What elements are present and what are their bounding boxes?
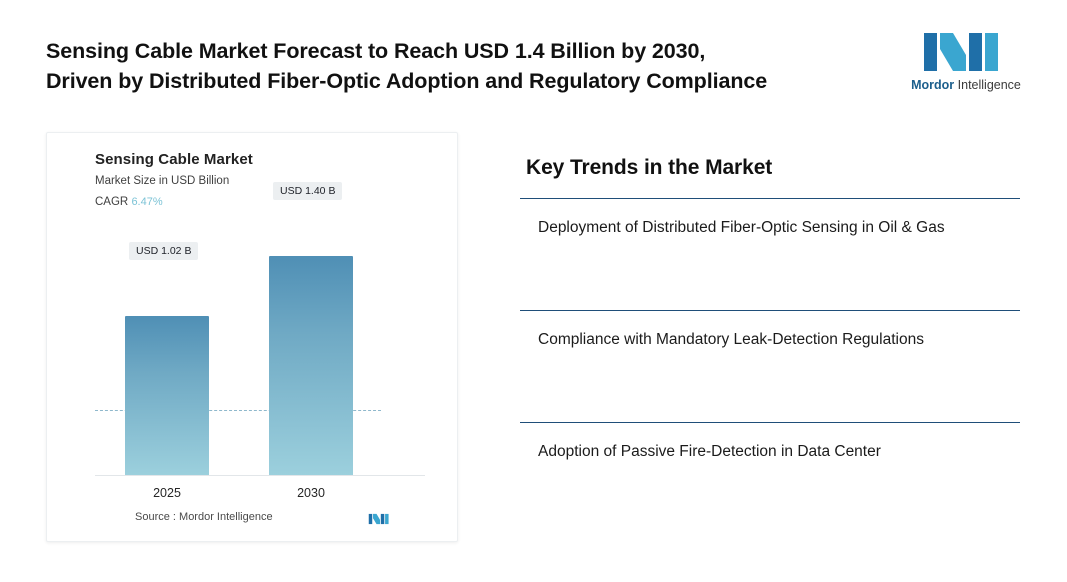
source-name: Mordor Intelligence	[179, 511, 273, 523]
cagr-value: 6.47%	[131, 196, 163, 208]
brand-logo	[907, 28, 1025, 100]
x-axis-line	[95, 475, 425, 476]
trend-item-label: Compliance with Mandatory Leak-Detection Regulations	[538, 331, 924, 348]
page-title	[46, 36, 886, 96]
trend-item	[520, 422, 1020, 482]
chart-subtitle: Market Size in USD Billion	[95, 175, 230, 187]
headline-line-2: Driven by Distributed Fiber-Optic Adoption and Regulatory Compliance	[46, 69, 768, 93]
trend-item	[520, 310, 1020, 422]
cagr-label: CAGR	[95, 196, 129, 208]
bar-2025	[125, 316, 209, 476]
key-trends-panel	[520, 156, 1020, 482]
source-label: Source :	[135, 511, 176, 523]
header	[0, 0, 1067, 118]
chart-title: Sensing Cable Market	[95, 151, 253, 168]
bar-label-2025: USD 1.02 B	[129, 242, 198, 260]
chart-card	[46, 132, 458, 542]
headline-line-1: Sensing Cable Market Forecast to Reach USD 1.4 Billion by 2030,	[46, 39, 706, 63]
x-tick-2030: 2030	[297, 486, 325, 500]
trend-item	[520, 198, 1020, 310]
brand-name-primary: Mordor	[911, 78, 955, 92]
brand-name-secondary: Intelligence	[954, 78, 1021, 92]
chart-source	[135, 511, 273, 523]
brand-name	[907, 78, 1025, 92]
bar-label-2030: USD 1.40 B	[273, 182, 342, 200]
trend-item-label: Adoption of Passive Fire-Detection in Data Center	[538, 443, 881, 460]
chart-cagr	[95, 196, 163, 208]
mordor-m-logo-icon-small	[365, 509, 395, 529]
bar-2030	[269, 256, 353, 476]
trend-item-label: Deployment of Distributed Fiber-Optic Sensing in Oil & Gas	[538, 219, 945, 236]
key-trends-title: Key Trends in the Market	[526, 156, 773, 179]
x-tick-2025: 2025	[153, 486, 181, 500]
mordor-m-logo-icon	[907, 28, 1025, 76]
